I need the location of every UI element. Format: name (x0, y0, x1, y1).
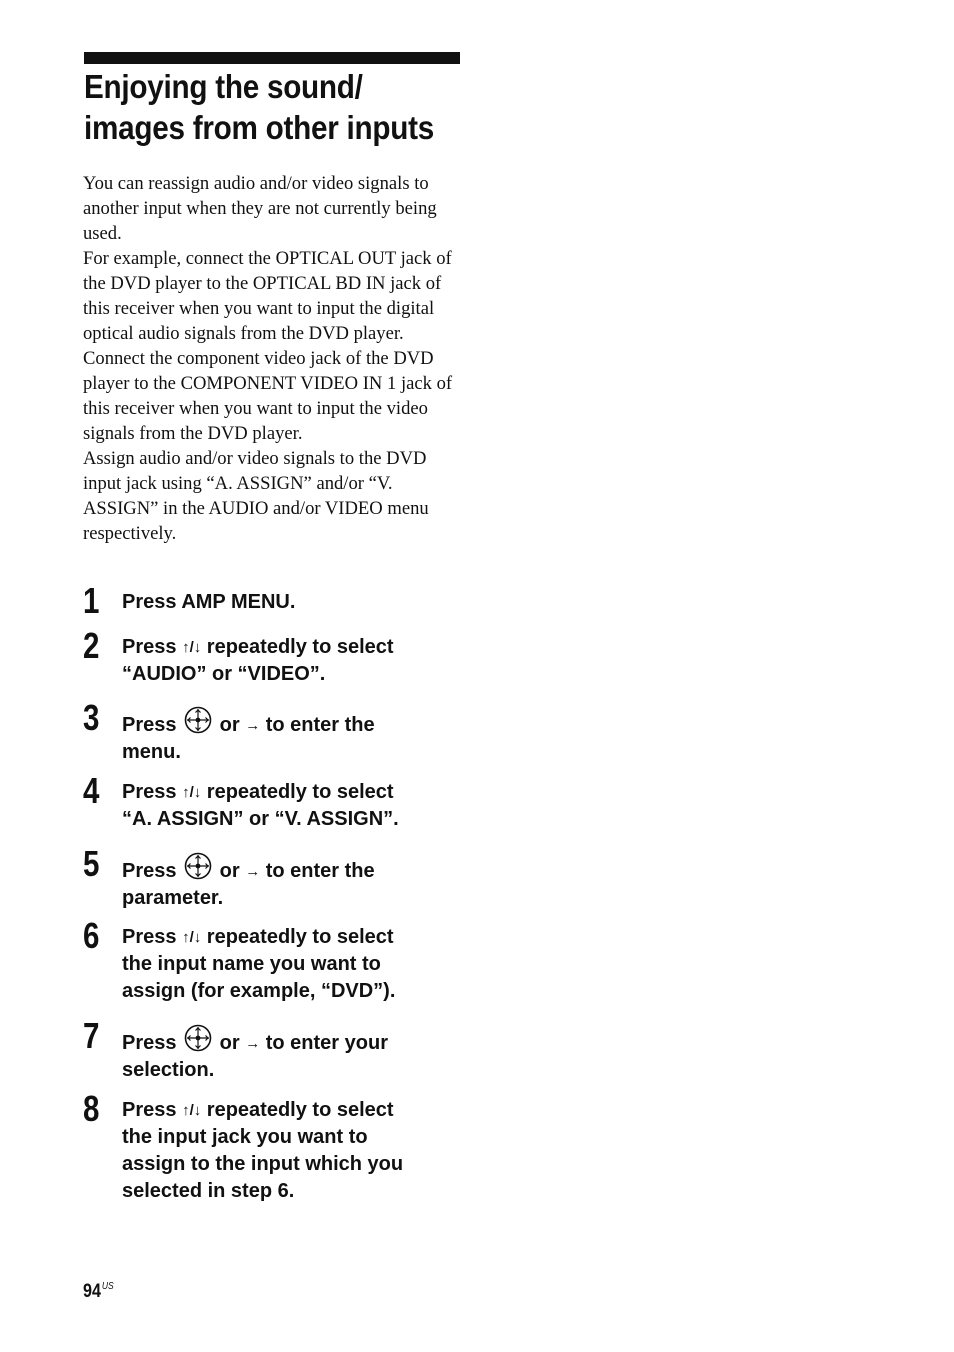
step-number: 5 (83, 843, 100, 884)
intro-paragraph: For example, connect the OPTICAL OUT jack of the DVD player to the OPTICAL BD IN jack of this receiver when you want to input the digital optical audio signals from the DVD player. (83, 248, 452, 344)
step-or: or (219, 1032, 240, 1054)
title-line-1: Enjoying the sound/ (84, 68, 363, 105)
step-number: 8 (83, 1088, 100, 1129)
step-instruction (122, 1097, 482, 1205)
step-press: Press (122, 860, 177, 882)
up-down-arrow-icon: ↑/↓ (182, 929, 202, 946)
intro-text (83, 171, 468, 546)
step-line: selected in step 6. (122, 1180, 295, 1202)
step-number: 4 (83, 770, 100, 811)
step-press: Press (122, 781, 177, 803)
step-press: Press (122, 1099, 177, 1121)
step-number: 7 (83, 1015, 100, 1056)
page-number-value: 94 (83, 1281, 101, 1302)
intro-paragraph: You can reassign audio and/or video signals to another input when they are not currently being used. (83, 173, 437, 244)
step-number: 2 (83, 625, 100, 666)
step-text: repeatedly to select (206, 926, 394, 948)
intro-paragraph: Assign audio and/or video signals to the DVD input jack using “A. ASSIGN” and/or “V. ASSIGN” in the AUDIO and/or VIDEO menu respectively. (83, 448, 429, 544)
step-press: Press (122, 714, 177, 736)
step-line: parameter. (122, 887, 224, 909)
step-press: Press (122, 1032, 177, 1054)
step-instruction (122, 634, 482, 688)
step-line: “AUDIO” or “VIDEO”. (122, 663, 326, 685)
enter-button-icon (184, 852, 212, 880)
step-line: assign to the input which you (122, 1153, 404, 1175)
step-line: menu. (122, 741, 181, 763)
intro-paragraph: Connect the component video jack of the DVD player to the COMPONENT VIDEO IN 1 jack of this receiver when you want to input the video signals from the DVD player. (83, 348, 453, 444)
step-text: to enter the (265, 860, 375, 882)
step-line: assign (for example, “DVD”). (122, 980, 396, 1002)
step-instruction (122, 706, 482, 766)
right-arrow-icon: → (245, 717, 261, 734)
step-line: the input name you want to (122, 953, 381, 975)
step-number: 3 (83, 697, 100, 738)
step-number: 1 (83, 580, 100, 621)
up-down-arrow-icon: ↑/↓ (182, 639, 202, 656)
title-line-2: images from other inputs (84, 109, 434, 146)
step-number: 6 (83, 915, 100, 956)
page-number (83, 1281, 114, 1303)
enter-button-icon (184, 706, 212, 734)
step-press: Press (122, 636, 177, 658)
step-instruction (122, 924, 482, 1005)
step-or: or (219, 860, 240, 882)
enter-button-icon (184, 1024, 212, 1052)
step-or: or (219, 714, 240, 736)
page-title (84, 66, 444, 148)
step-text: repeatedly to select (206, 1099, 394, 1121)
step-text: to enter your (265, 1032, 388, 1054)
step-line: the input jack you want to (122, 1126, 368, 1148)
step-instruction (122, 852, 482, 912)
step-instruction (122, 779, 482, 833)
step-line: “A. ASSIGN” or “V. ASSIGN”. (122, 808, 399, 830)
section-rule (84, 52, 460, 64)
step-text: repeatedly to select (206, 636, 394, 658)
step-press: Press (122, 926, 177, 948)
step-text: AMP MENU. (181, 591, 296, 613)
step-text: to enter the (265, 714, 375, 736)
right-arrow-icon: → (245, 863, 261, 880)
region-code: US (101, 1281, 114, 1292)
step-instruction (122, 1024, 482, 1084)
step-line: selection. (122, 1059, 215, 1081)
step-text: repeatedly to select (206, 781, 394, 803)
up-down-arrow-icon: ↑/↓ (182, 784, 202, 801)
right-arrow-icon: → (245, 1035, 261, 1052)
step-press: Press (122, 591, 177, 613)
up-down-arrow-icon: ↑/↓ (182, 1102, 202, 1119)
step-instruction (122, 589, 482, 616)
